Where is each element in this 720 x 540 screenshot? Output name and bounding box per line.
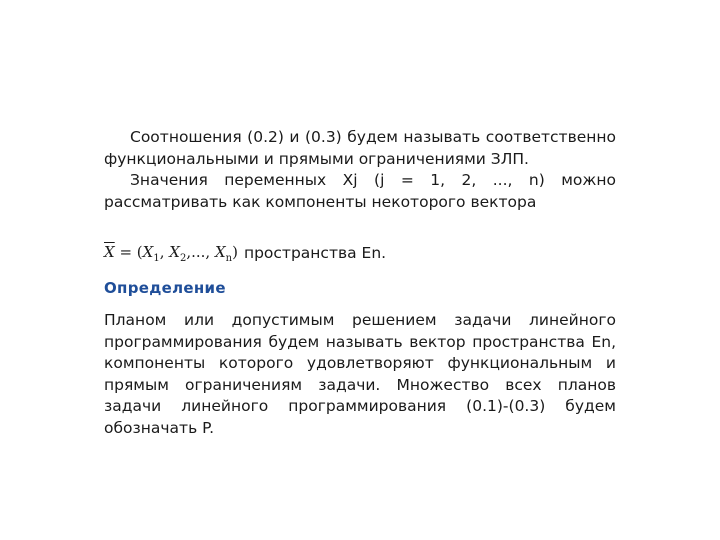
definition-heading: Определение (104, 279, 226, 297)
vector-formula (104, 243, 238, 264)
intro-block (104, 127, 616, 213)
formula-x1: X (142, 242, 154, 261)
vector-symbol: $\overline{X}$ (104, 242, 115, 261)
formula-close: ) (232, 242, 238, 261)
formula-sub-2: 2 (179, 252, 187, 264)
formula-sep-1: , (159, 242, 170, 261)
intro-paragraph-1: Соотношения (0.2) и (0.3) будем называть соответственно функциональными и прямыми ограничениями ЗЛП. (104, 128, 616, 168)
formula-dots: ,..., (186, 242, 215, 261)
formula-suffix: пространства En. (243, 244, 387, 262)
formula-sub-1: 1 (153, 252, 160, 264)
formula-xn: X (214, 242, 226, 261)
definition-text: Планом или допустимым решением задачи линейного программирования будем называть вектор пространства En, компоненты которого удовлетворяют функциональным и прямым ограничениям задачи. Множество всех планов задачи линейного программирования (0.1)-(0.3) будем обозначать P. (104, 311, 616, 437)
intro-paragraph-2: Значения переменных Xj (j = 1, 2, ..., n) можно рассматривать как компоненты некоторого вектора (104, 171, 616, 211)
definition-block (104, 310, 616, 439)
vector-formula-row (104, 240, 386, 266)
formula-x2: X (169, 242, 180, 261)
formula-equals: = ( (114, 242, 143, 261)
formula-sub-n: n (225, 252, 233, 264)
